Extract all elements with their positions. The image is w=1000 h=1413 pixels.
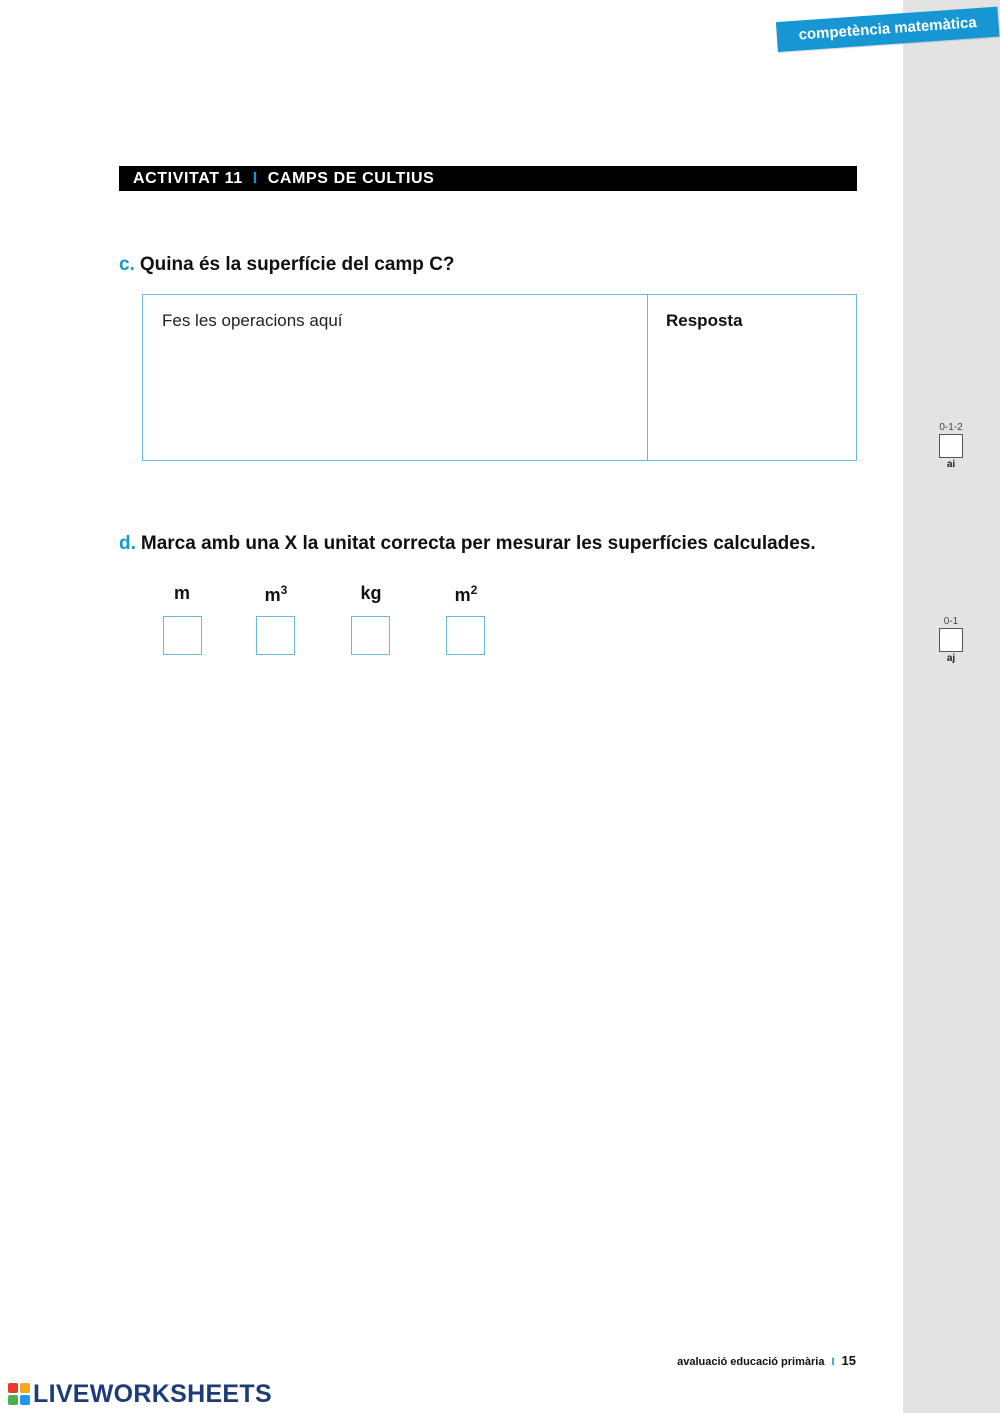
activity-header xyxy=(119,166,857,191)
unit-exponent: 2 xyxy=(470,583,478,597)
liveworksheets-logo[interactable] xyxy=(8,1378,272,1410)
page-footer xyxy=(600,1353,856,1368)
unit-label-m xyxy=(152,583,212,604)
score-range-c: 0-1-2 xyxy=(939,422,963,433)
footer-text: avaluació educació primària xyxy=(677,1356,825,1368)
page-number: 15 xyxy=(841,1353,856,1368)
question-d xyxy=(119,533,816,555)
answer-divider xyxy=(647,295,648,460)
checkbox-m3[interactable] xyxy=(256,616,295,655)
unit-base: kg xyxy=(360,583,382,603)
score-input-d[interactable] xyxy=(939,628,963,652)
unit-base: m xyxy=(173,583,190,603)
unit-base: m xyxy=(454,585,471,605)
checkbox-m[interactable] xyxy=(163,616,202,655)
unit-exponent: 3 xyxy=(280,583,288,597)
question-d-letter: d. xyxy=(119,533,136,554)
score-range-d: 0-1 xyxy=(943,616,959,627)
logo-square-orange xyxy=(20,1383,30,1393)
activity-separator: I xyxy=(252,170,258,187)
score-code-c: ai xyxy=(946,459,956,470)
answer-box-c xyxy=(142,294,857,461)
score-code-d: aj xyxy=(946,653,956,664)
activity-title: CAMPS DE CULTIUS xyxy=(267,170,435,187)
unit-label-m2 xyxy=(436,583,496,606)
score-box-c xyxy=(931,422,971,470)
unit-label-kg xyxy=(341,583,401,604)
score-input-c[interactable] xyxy=(939,434,963,458)
checkbox-kg[interactable] xyxy=(351,616,390,655)
question-c xyxy=(119,254,455,276)
section-tab: competència matemàtica xyxy=(776,7,1000,52)
logo-text: LIVEWORKSHEETS xyxy=(33,1379,272,1408)
activity-number: ACTIVITAT 11 xyxy=(133,170,243,187)
question-c-text: Quina és la superfície del camp C? xyxy=(139,254,455,275)
answer-label: Resposta xyxy=(666,311,743,330)
operations-area-label: Fes les operacions aquí xyxy=(162,311,343,330)
logo-square-red xyxy=(8,1383,18,1393)
logo-square-blue xyxy=(20,1395,30,1405)
question-c-letter: c. xyxy=(119,254,135,275)
logo-icon xyxy=(8,1383,30,1405)
score-box-d xyxy=(931,616,971,664)
question-d-text: Marca amb una X la unitat correcta per mesurar les superfícies calculades. xyxy=(140,533,816,554)
unit-label-m3 xyxy=(246,583,306,606)
footer-separator: I xyxy=(831,1356,835,1368)
checkbox-m2[interactable] xyxy=(446,616,485,655)
unit-base: m xyxy=(264,585,281,605)
margin-strip xyxy=(903,0,1000,1413)
logo-square-green xyxy=(8,1395,18,1405)
